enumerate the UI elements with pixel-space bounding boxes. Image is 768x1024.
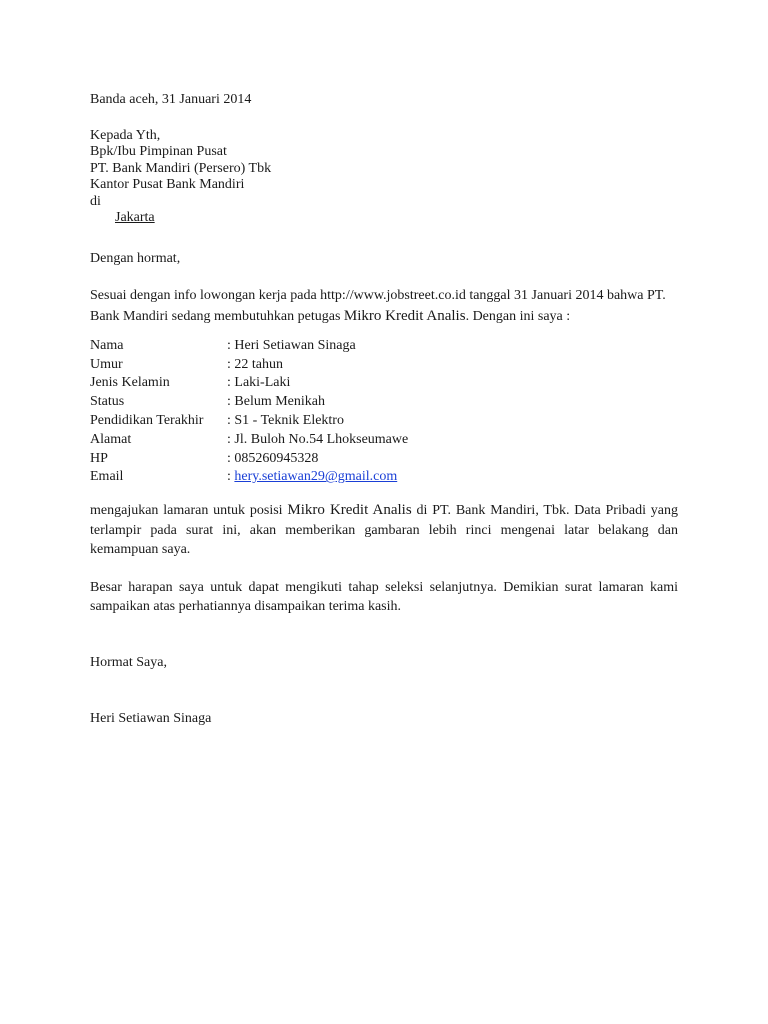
personal-data-table: [90, 337, 408, 487]
data-value-hp: : 085260945328: [227, 450, 319, 466]
signature-name: Heri Setiawan Sinaga: [90, 710, 212, 726]
data-value-jenis-kelamin: : Laki-Laki: [227, 375, 291, 391]
data-value-nama: : Heri Setiawan Sinaga: [227, 337, 356, 353]
recipient-office: Kantor Pusat Bank Mandiri: [90, 177, 245, 193]
table-row: [90, 412, 408, 431]
para1-text-2: di PT. Bank Mandiri, Tbk. Data Pribadi yang terlampir pada surat ini, akan memberikan gambaran lebih rinci mengenai latar belakang dan kemampuan saya.: [90, 503, 679, 558]
recipient-city: Jakarta: [115, 210, 155, 226]
data-label-email: Email: [90, 469, 124, 485]
recipient-title: Bpk/Ibu Pimpinan Pusat: [90, 144, 227, 160]
intro-paragraph: [90, 286, 678, 327]
data-value-status: : Belum Menikah: [227, 394, 325, 410]
body-paragraph-1: [90, 501, 678, 560]
table-row: [90, 468, 408, 487]
table-row: [90, 337, 408, 356]
intro-text-2: . Dengan ini saya :: [465, 308, 571, 324]
intro-text-1: Sesuai dengan info lowongan kerja pada http://www.jobstreet.co.id tanggal 31 Januari 2014 bahwa PT. Bank Mandiri sedang membutuhkan petugas: [90, 287, 666, 324]
para1-text-1: mengajukan lamaran untuk posisi: [90, 503, 288, 519]
data-label-umur: Umur: [90, 356, 123, 372]
data-label-hp: HP: [90, 450, 108, 466]
intro-position: Mikro Kredit Analis: [343, 307, 466, 324]
recipient-greeting: Kepada Yth,: [90, 127, 161, 143]
closing: Hormat Saya,: [90, 654, 167, 670]
data-value-umur: : 22 tahun: [227, 356, 283, 372]
table-row: [90, 450, 408, 469]
table-row: [90, 393, 408, 412]
email-link[interactable]: hery.setiawan29@gmail.com: [234, 469, 398, 485]
data-value-pendidikan: : S1 - Teknik Elektro: [227, 412, 344, 428]
data-label-nama: Nama: [90, 337, 124, 353]
recipient-company: PT. Bank Mandiri (Persero) Tbk: [90, 160, 272, 176]
email-prefix: :: [227, 469, 235, 485]
data-label-status: Status: [90, 394, 125, 410]
letter-page: [90, 91, 678, 728]
data-value-alamat: : Jl. Buloh No.54 Lhokseumawe: [227, 431, 409, 447]
table-row: [90, 431, 408, 450]
table-row: [90, 356, 408, 375]
table-row: [90, 374, 408, 393]
recipient-block: [90, 128, 678, 227]
recipient-di: di: [90, 193, 101, 209]
data-label-pendidikan: Pendidikan Terakhir: [90, 412, 204, 428]
letter-date: Banda aceh, 31 Januari 2014: [90, 92, 252, 107]
para1-position: Mikro Kredit Analis: [287, 502, 412, 519]
data-value-email: [227, 468, 408, 487]
salutation: Dengan hormat,: [90, 250, 181, 266]
data-label-jenis-kelamin: Jenis Kelamin: [90, 375, 170, 391]
data-label-alamat: Alamat: [90, 431, 132, 447]
body-paragraph-2: Besar harapan saya untuk dapat mengikuti tahap seleksi selanjutnya. Demikian surat lamaran kami sampaikan atas perhatiannya disampaikan terima kasih.: [90, 579, 678, 615]
recipient-city-row: [90, 210, 678, 227]
